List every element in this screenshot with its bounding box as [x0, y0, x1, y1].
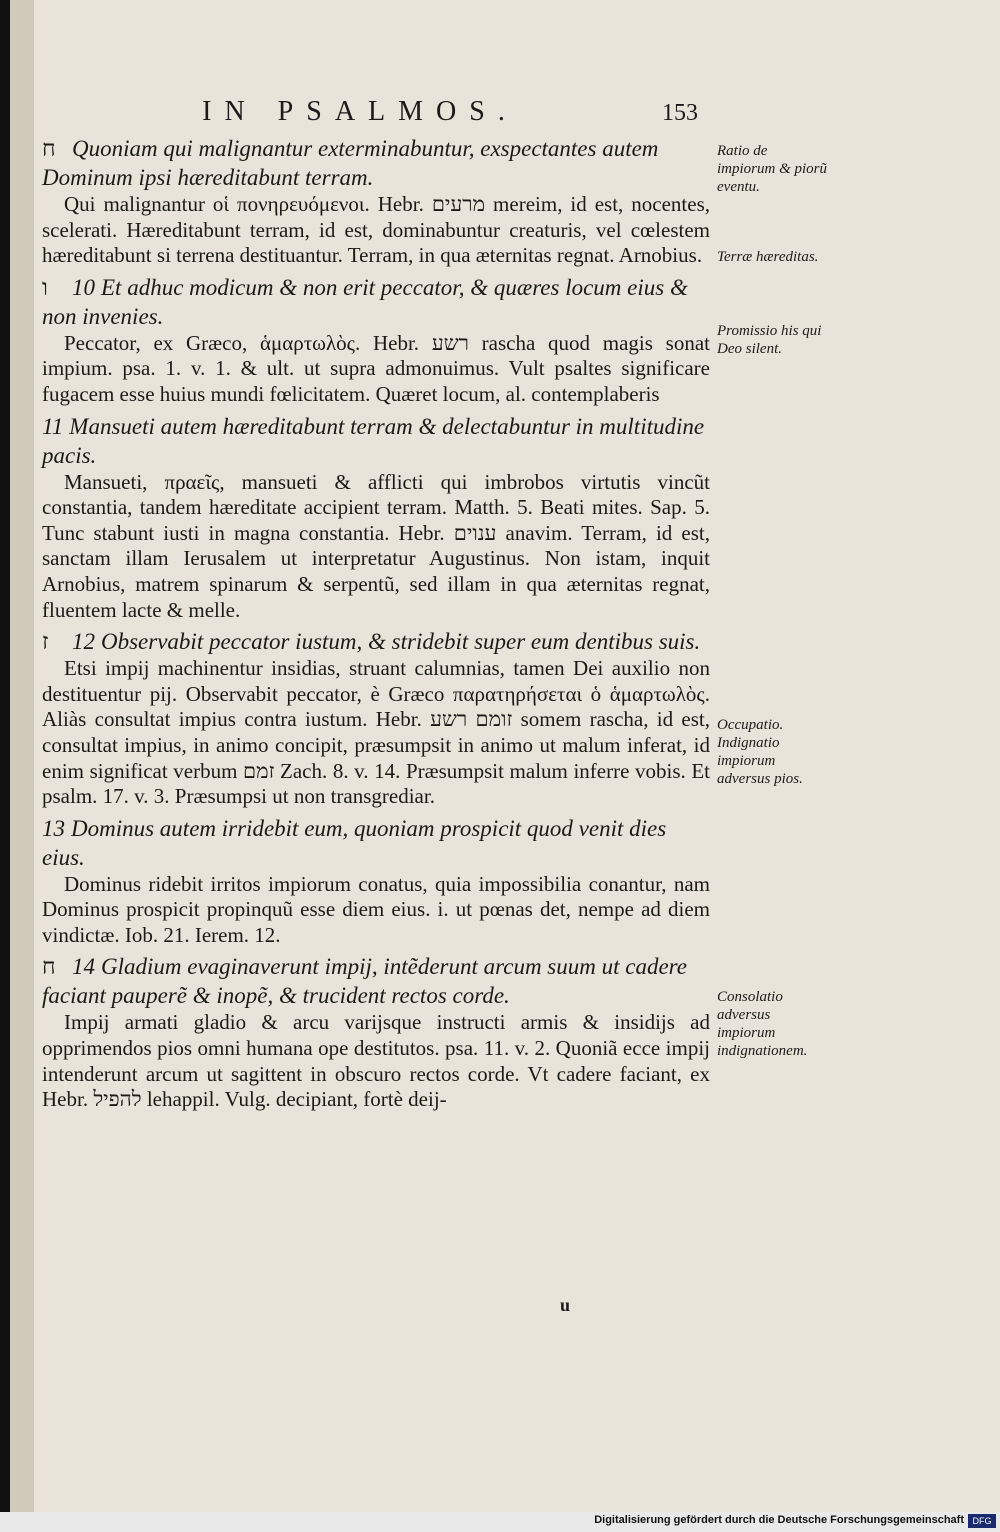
verse-number: 11: [42, 413, 64, 439]
verse-number: 10: [72, 274, 95, 300]
verse-number: 13: [42, 815, 65, 841]
verse-text: Gladium evaginaverunt impij, intẽderunt arcum suum ut cadere faciant pauperẽ & inopẽ, & trucident rectos corde.: [42, 954, 687, 1009]
commentary: Qui malignantur οἱ πονηρευόμενοι. Hebr. מרעים mereim, id est, nocentes, scelerati. Hæreditabunt terram, id est, dominabuntur creaturis, vel cœlestem hæreditabunt si terrena destituantur. Terram, in qua æternitas regnat. Arnobius.: [42, 192, 710, 268]
marginal-note: Terræ hæreditas.: [717, 249, 819, 265]
hebrew-letter: ז: [42, 629, 49, 655]
main-text: [42, 134, 710, 1117]
verse: [42, 814, 710, 872]
hebrew-letter: ו: [42, 274, 48, 300]
verse: [42, 134, 710, 192]
marginal-note: Consolatio adversus impiorum indignationem.: [717, 989, 808, 1059]
dfg-logo: DFG: [968, 1514, 996, 1528]
hebrew-letter: ח: [42, 954, 56, 980]
verse-text: Et adhuc modicum & non erit peccator, & quæres locum eius & non invenies.: [42, 274, 688, 329]
commentary: Peccator, ex Græco, ἁμαρτωλὸς. Hebr. רשע rascha quod magis sonat impium. psa. 1. v. 1. & ult. ut supra admonuimus. Vult psaltes significare fugacem esse huius mundi fœlicitatem. Quæret locum, al. contemplaberis: [42, 330, 710, 406]
verse: [42, 627, 710, 656]
footer-bar: [0, 1512, 1000, 1532]
funding-credit: Digitalisierung gefördert durch die Deutsche Forschungsgemeinschaft: [594, 1514, 964, 1526]
commentary: Impij armati gladio & arcu varijsque instructi armis & insidijs ad opprimendos pios omni humana ope destitutos. psa. 11. v. 2. Quoniã ecce impij intenderunt arcum ut sagittent in obscuro rectos corde. Vt cadere faciant, ex Hebr. להפיל lehappil. Vulg. decipiant, fortè deij-: [42, 1010, 710, 1112]
running-title: IN PSALMOS.: [202, 96, 518, 127]
verse-text: Dominus autem irridebit eum, quoniam prospicit quod venit dies eius.: [42, 815, 667, 870]
commentary: Etsi impij machinentur insidias, struant calumnias, tamen Dei auxilio non destituentur pij. Observabit peccator, è Græco παρατηρήσεται ὁ ἁμαρτωλὸς. Aliàs consultat impius contra iustum. Hebr. זומם רשע somem rascha, id est, consultat impius, in animo concipit, præsumpsit in animo ut malum inferat, id enim significat verbum זמם Zach. 8. v. 14. Præsumpsit malum inferre vobis. Et psalm. 17. v. 3. Præsumpsi ut non transgrediar.: [42, 656, 710, 809]
verse-text: Observabit peccator iustum, & stridebit super eum dentibus suis.: [101, 629, 701, 655]
page-gutter: [10, 0, 34, 1512]
verse: [42, 273, 710, 331]
marginal-note: Promissio his qui Deo silent.: [717, 323, 822, 357]
verse: [42, 412, 710, 470]
verse-number: 14: [72, 954, 95, 980]
signature-mark: u: [560, 1295, 571, 1315]
commentary: Dominus ridebit irritos impiorum conatus, quia impossibilia conantur, nam Dominus prospicit propinquũ esse diem eius. i. ut pœnas det, nempe ad diem vindictæ. Iob. 21. Ierem. 12.: [42, 871, 710, 947]
scan-edge: [0, 0, 10, 1512]
verse: [42, 952, 710, 1010]
verse-text: Mansueti autem hæreditabunt terram & delectabuntur in multitudine pacis.: [42, 413, 705, 468]
commentary: Mansueti, πραεῖς, mansueti & afflicti qui imbrobos virtutis vincũt constantia, tandem hæreditate accipient terram. Matth. 5. Beati mites. Sap. 5. Tunc stabunt iusti in magna constantia. Hebr. ענוים anavim. Terram, id est, sanctam illam Ierusalem ut interpretatur Augustinus. Non istam, inquit Arnobius, matrem spinarum & serpentũ, sed illam in qua æternitas regnat, fluentem lacte & melle.: [42, 469, 710, 622]
verse-number: 12: [72, 629, 95, 655]
hebrew-letter: ח: [42, 136, 56, 161]
marginal-note: Occupatio. Indignatio impiorum adversus pios.: [717, 717, 803, 787]
marginal-note: Ratio de impiorum & piorũ eventu.: [717, 143, 828, 195]
verse-text: Quoniam qui malignantur exterminabuntur, exspectantes autem Dominum ipsi hæreditabunt terram.: [42, 136, 659, 190]
page-number: 153: [662, 100, 698, 126]
